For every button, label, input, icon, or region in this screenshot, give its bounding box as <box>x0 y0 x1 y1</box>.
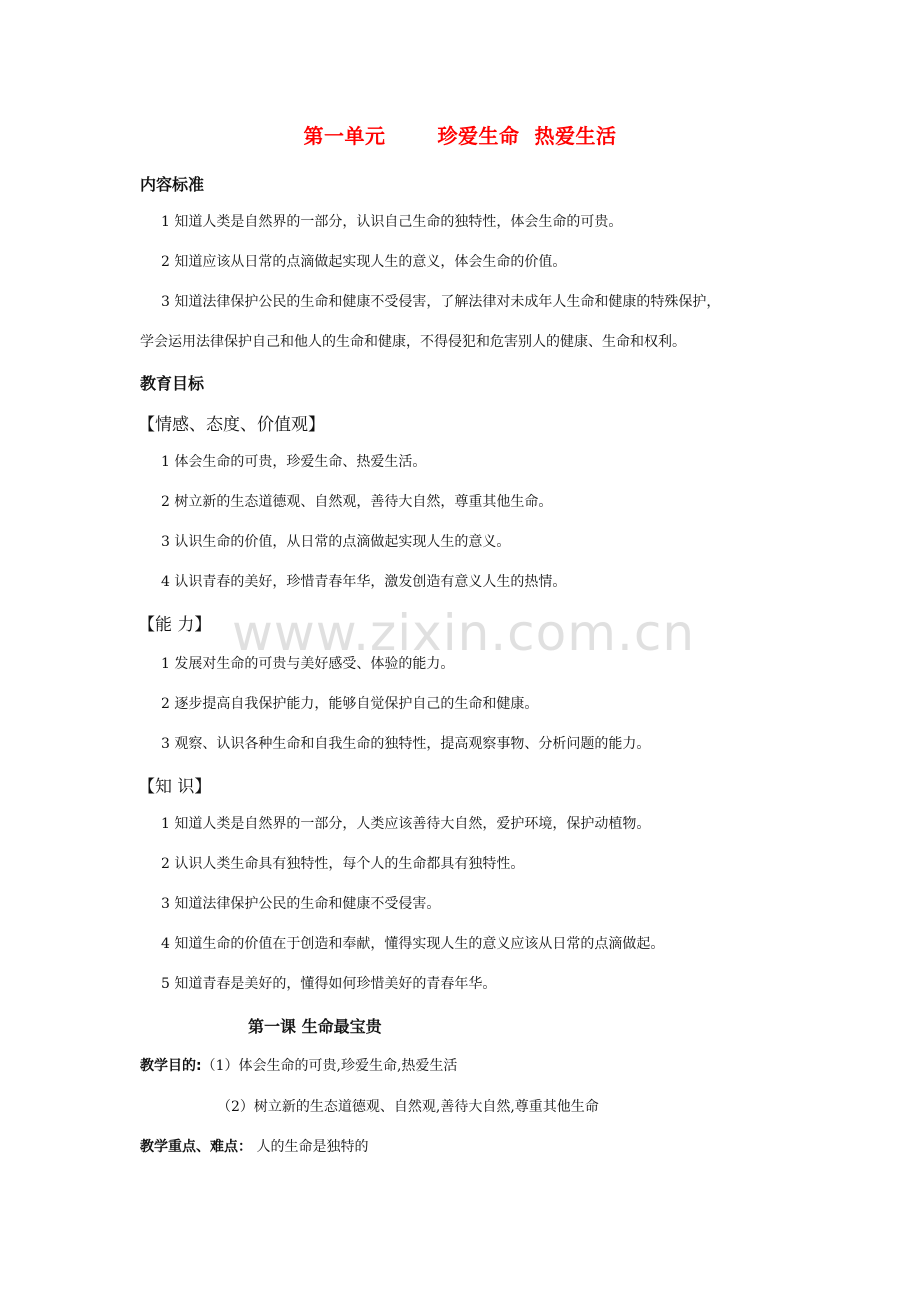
knowledge-section-heading: 【知 识】 <box>138 777 212 797</box>
content-standard-item: 2 知道应该从日常的点滴做起实现人生的意义，体会生命的价值。 <box>161 254 567 270</box>
knowledge-item: 1 知道人类是自然界的一部分，人类应该善待大自然，爱护环境，保护动植物。 <box>161 816 651 832</box>
emotion-item: 2 树立新的生态道德观、自然观，善待大自然，尊重其他生命。 <box>161 494 553 510</box>
unit-title <box>0 120 920 149</box>
teaching-objective-label: 教学目的: <box>140 1058 202 1074</box>
watermark: www.zixin.com.cn <box>232 604 696 662</box>
content-standard-heading: 内容标准 <box>140 175 205 194</box>
emotion-item: 1 体会生命的可贵，珍爱生命、热爱生活。 <box>161 454 427 470</box>
content-standard-continuation: 学会运用法律保护自己和他人的生命和健康，不得侵犯和危害别人的健康、生命和权利。 <box>140 334 686 350</box>
ability-section-heading: 【能 力】 <box>138 615 212 635</box>
ability-item: 3 观察、认识各种生命和自我生命的独特性，提高观察事物、分析问题的能力。 <box>161 736 651 752</box>
education-goals-heading: 教育目标 <box>140 374 205 393</box>
emotion-section-heading: 【情感、态度、价值观】 <box>138 415 325 435</box>
knowledge-item: 2 认识人类生命具有独特性，每个人的生命都具有独特性。 <box>161 856 525 872</box>
emotion-item: 3 认识生命的价值，从日常的点滴做起实现人生的意义。 <box>161 534 511 550</box>
teaching-objective-2: （2）树立新的生态道德观、自然观,善待大自然,尊重其他生命 <box>217 1099 599 1115</box>
teaching-objective-line <box>140 1055 457 1075</box>
content-standard-item: 3 知道法律保护公民的生命和健康不受侵害，了解法律对未成年人生命和健康的特殊保护， <box>161 294 721 310</box>
knowledge-item: 5 知道青春是美好的，懂得如何珍惜美好的青春年华。 <box>161 976 497 992</box>
ability-item: 2 逐步提高自我保护能力，能够自觉保护自己的生命和健康。 <box>161 696 539 712</box>
teaching-focus-text: 人的生命是独特的 <box>256 1139 369 1155</box>
teaching-focus-line <box>140 1136 368 1156</box>
unit-theme: 珍爱生命 热爱生活 <box>437 124 617 148</box>
emotion-item: 4 认识青春的美好，珍惜青春年华，激发创造有意义人生的热情。 <box>161 574 567 590</box>
lesson-title: 第一课 生命最宝贵 <box>248 1017 382 1036</box>
teaching-objective-1: （1）体会生命的可贵,珍爱生命,热爱生活 <box>201 1058 458 1074</box>
unit-number: 第一单元 <box>303 124 386 148</box>
ability-item: 1 发展对生命的可贵与美好感受、体验的能力。 <box>161 656 455 672</box>
knowledge-item: 4 知道生命的价值在于创造和奉献，懂得实现人生的意义应该从日常的点滴做起。 <box>161 936 665 952</box>
content-standard-item: 1 知道人类是自然界的一部分，认识自己生命的独特性，体会生命的可贵。 <box>161 214 623 230</box>
teaching-focus-label: 教学重点、难点： <box>140 1139 252 1155</box>
knowledge-item: 3 知道法律保护公民的生命和健康不受侵害。 <box>161 896 441 912</box>
